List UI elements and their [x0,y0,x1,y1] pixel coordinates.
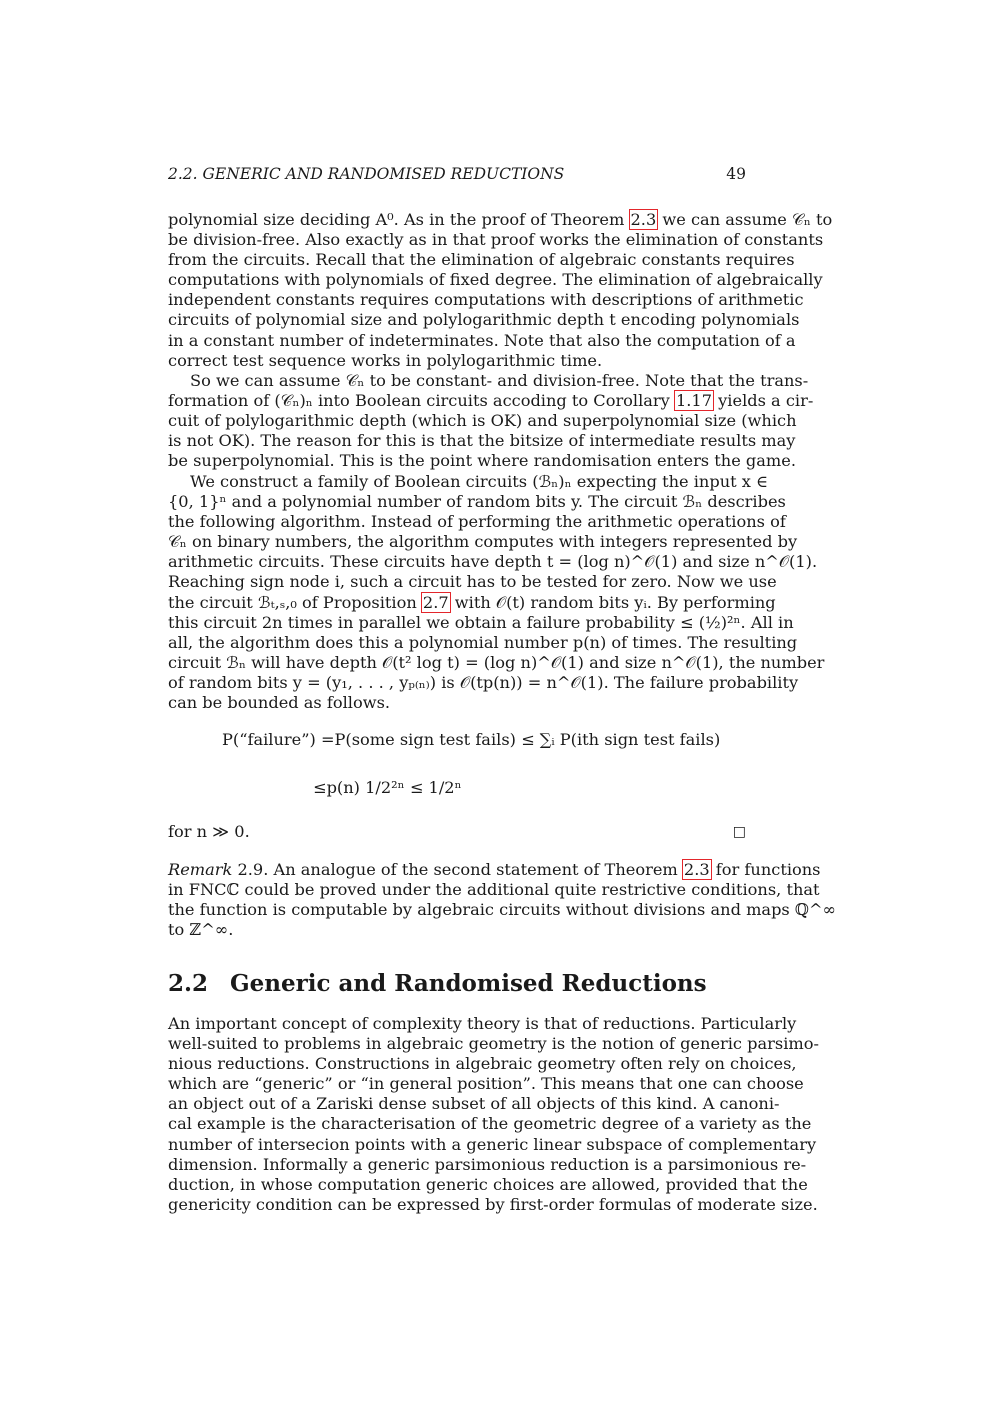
running-head-title: 2.2. GENERIC AND RANDOMISED REDUCTIONS [168,165,565,183]
text-line: an object out of a Zariski dense subset of all objects of this kind. A canoni- [168,1094,780,1114]
section-heading [168,969,768,999]
text-line: the following algorithm. Instead of performing the arithmetic operations of [168,512,786,532]
text-line: duction, in whose computation generic choices are allowed, provided that the [168,1174,808,1194]
equation-line-1: P(“failure”) =P(some sign test fails) ≤ ∑ᵢ P(ith sign test fails) [222,730,721,749]
text-line: from the circuits. Recall that the elimination of algebraic constants requires [168,250,795,270]
text-line: well-suited to problems in algebraic geometry is the notion of generic parsimo- [168,1034,819,1054]
proposition-2-7-link[interactable]: 2.7 [422,592,449,612]
running-head [168,164,746,184]
text-span: we can assume 𝒞ₙ to [657,210,833,229]
text-line: An important concept of complexity theory is that of reductions. Particularly [168,1014,797,1033]
text-line: cuit of polylogarithmic depth (which is OK) and superpolynomial size (which [168,411,797,431]
text-line: this circuit 2n times in parallel we obtain a failure probability ≤ (½)²ⁿ. All in [168,612,794,632]
text-line: {0, 1}ⁿ and a polynomial number of random bits y. The circuit ℬₙ describes [168,492,786,512]
section-title: Generic and Randomised Reductions [230,970,707,997]
text-span: with 𝒪(t) random bits yᵢ. By performing [449,592,776,612]
paragraph-3 [168,472,825,713]
text-line: can be bounded as follows. [168,693,391,713]
text-line: cal example is the characterisation of the geometric degree of a variety as the [168,1114,812,1134]
proof-end [168,822,746,842]
text-line: in FNCℂ could be proved under the additional quite restrictive conditions, that [168,880,820,900]
text-line: correct test sequence works in polylogarithmic time. [168,350,603,370]
text-line: 𝒞ₙ on binary numbers, the algorithm computes with integers represented by [168,532,798,552]
text-line: be division-free. Also exactly as in that proof works the elimination of constants [168,230,824,250]
text-line: nious reductions. Constructions in algebraic geometry often rely on choices, [168,1054,797,1074]
text-line [168,860,821,880]
text-line: is not OK). The reason for this is that the bitsize of intermediate results may [168,431,796,451]
text-line: of random bits y = (y₁, . . . , yₚ₍ₙ₎) is 𝒪(tp(n)) = n^𝒪(1). The failure probability [168,672,799,692]
text-line: the function is computable by algebraic circuits without divisions and maps ℚ^∞ [168,900,837,920]
text-line: in a constant number of indeterminates. Note that also the computation of a [168,330,796,350]
text-line [168,210,833,230]
corollary-1-17-link[interactable]: 1.17 [675,391,713,411]
text-line: number of intersecion points with a generic linear subspace of complementary [168,1134,817,1154]
text-line: arithmetic circuits. These circuits have depth t = (log n)^𝒪(1) and size n^𝒪(1). [168,552,818,572]
paragraph-4 [168,1014,819,1215]
section-number: 2.2 [168,970,209,997]
text-line: computations with polynomials of fixed degree. The elimination of algebraically [168,270,823,290]
text-span: for functions [710,860,821,879]
remark-2-9 [168,860,837,940]
paragraph-1 [168,210,833,371]
proof-end-text: for n ≫ 0. [168,822,250,841]
text-span: formation of (𝒞ₙ)ₙ into Boolean circuits accoding to Corollary [168,391,675,411]
theorem-2-3-link[interactable]: 2.3 [683,860,710,879]
text-line: dimension. Informally a generic parsimonious reduction is a parsimonious re- [168,1154,807,1174]
text-span: 2.9. An analogue of the second statement of Theorem [232,860,683,879]
text-span: the circuit ℬₜ,ₛ,₀ of Proposition [168,592,422,612]
paragraph-2 [168,371,814,471]
text-line: Reaching sign node i, such a circuit has to be tested for zero. Now we use [168,572,777,592]
text-line: circuit ℬₙ will have depth 𝒪(t² log t) = (log n)^𝒪(1) and size n^𝒪(1), the number [168,652,825,672]
text-line [168,391,814,411]
text-line: all, the algorithm does this a polynomial number p(n) of times. The resulting [168,632,798,652]
equation-line-2: ≤p(n) 1/2²ⁿ ≤ 1/2ⁿ [313,778,462,797]
text-line: independent constants requires computations with descriptions of arithmetic [168,290,804,310]
text-line: circuits of polynomial size and polylogarithmic depth t encoding polynomials [168,310,800,330]
theorem-2-3-link[interactable]: 2.3 [630,210,657,229]
text-line: So we can assume 𝒞ₙ to be constant- and division-free. Note that the trans- [190,371,809,390]
qed-icon: □ [732,824,746,840]
text-span: yields a cir- [713,391,814,411]
text-line [168,592,776,613]
remark-label: Remark [168,860,233,879]
text-line: to ℤ^∞. [168,920,234,940]
text-line: We construct a family of Boolean circuits (ℬₙ)ₙ expecting the input x ∈ [190,472,769,491]
text-line: genericity condition can be expressed by first-order formulas of moderate size. [168,1194,818,1214]
text-span: polynomial size deciding A⁰. As in the proof of Theorem [168,210,630,229]
page-number: 49 [726,165,746,183]
text-line: which are “generic” or “in general position”. This means that one can choose [168,1074,804,1094]
text-line: be superpolynomial. This is the point where randomisation enters the game. [168,451,797,471]
